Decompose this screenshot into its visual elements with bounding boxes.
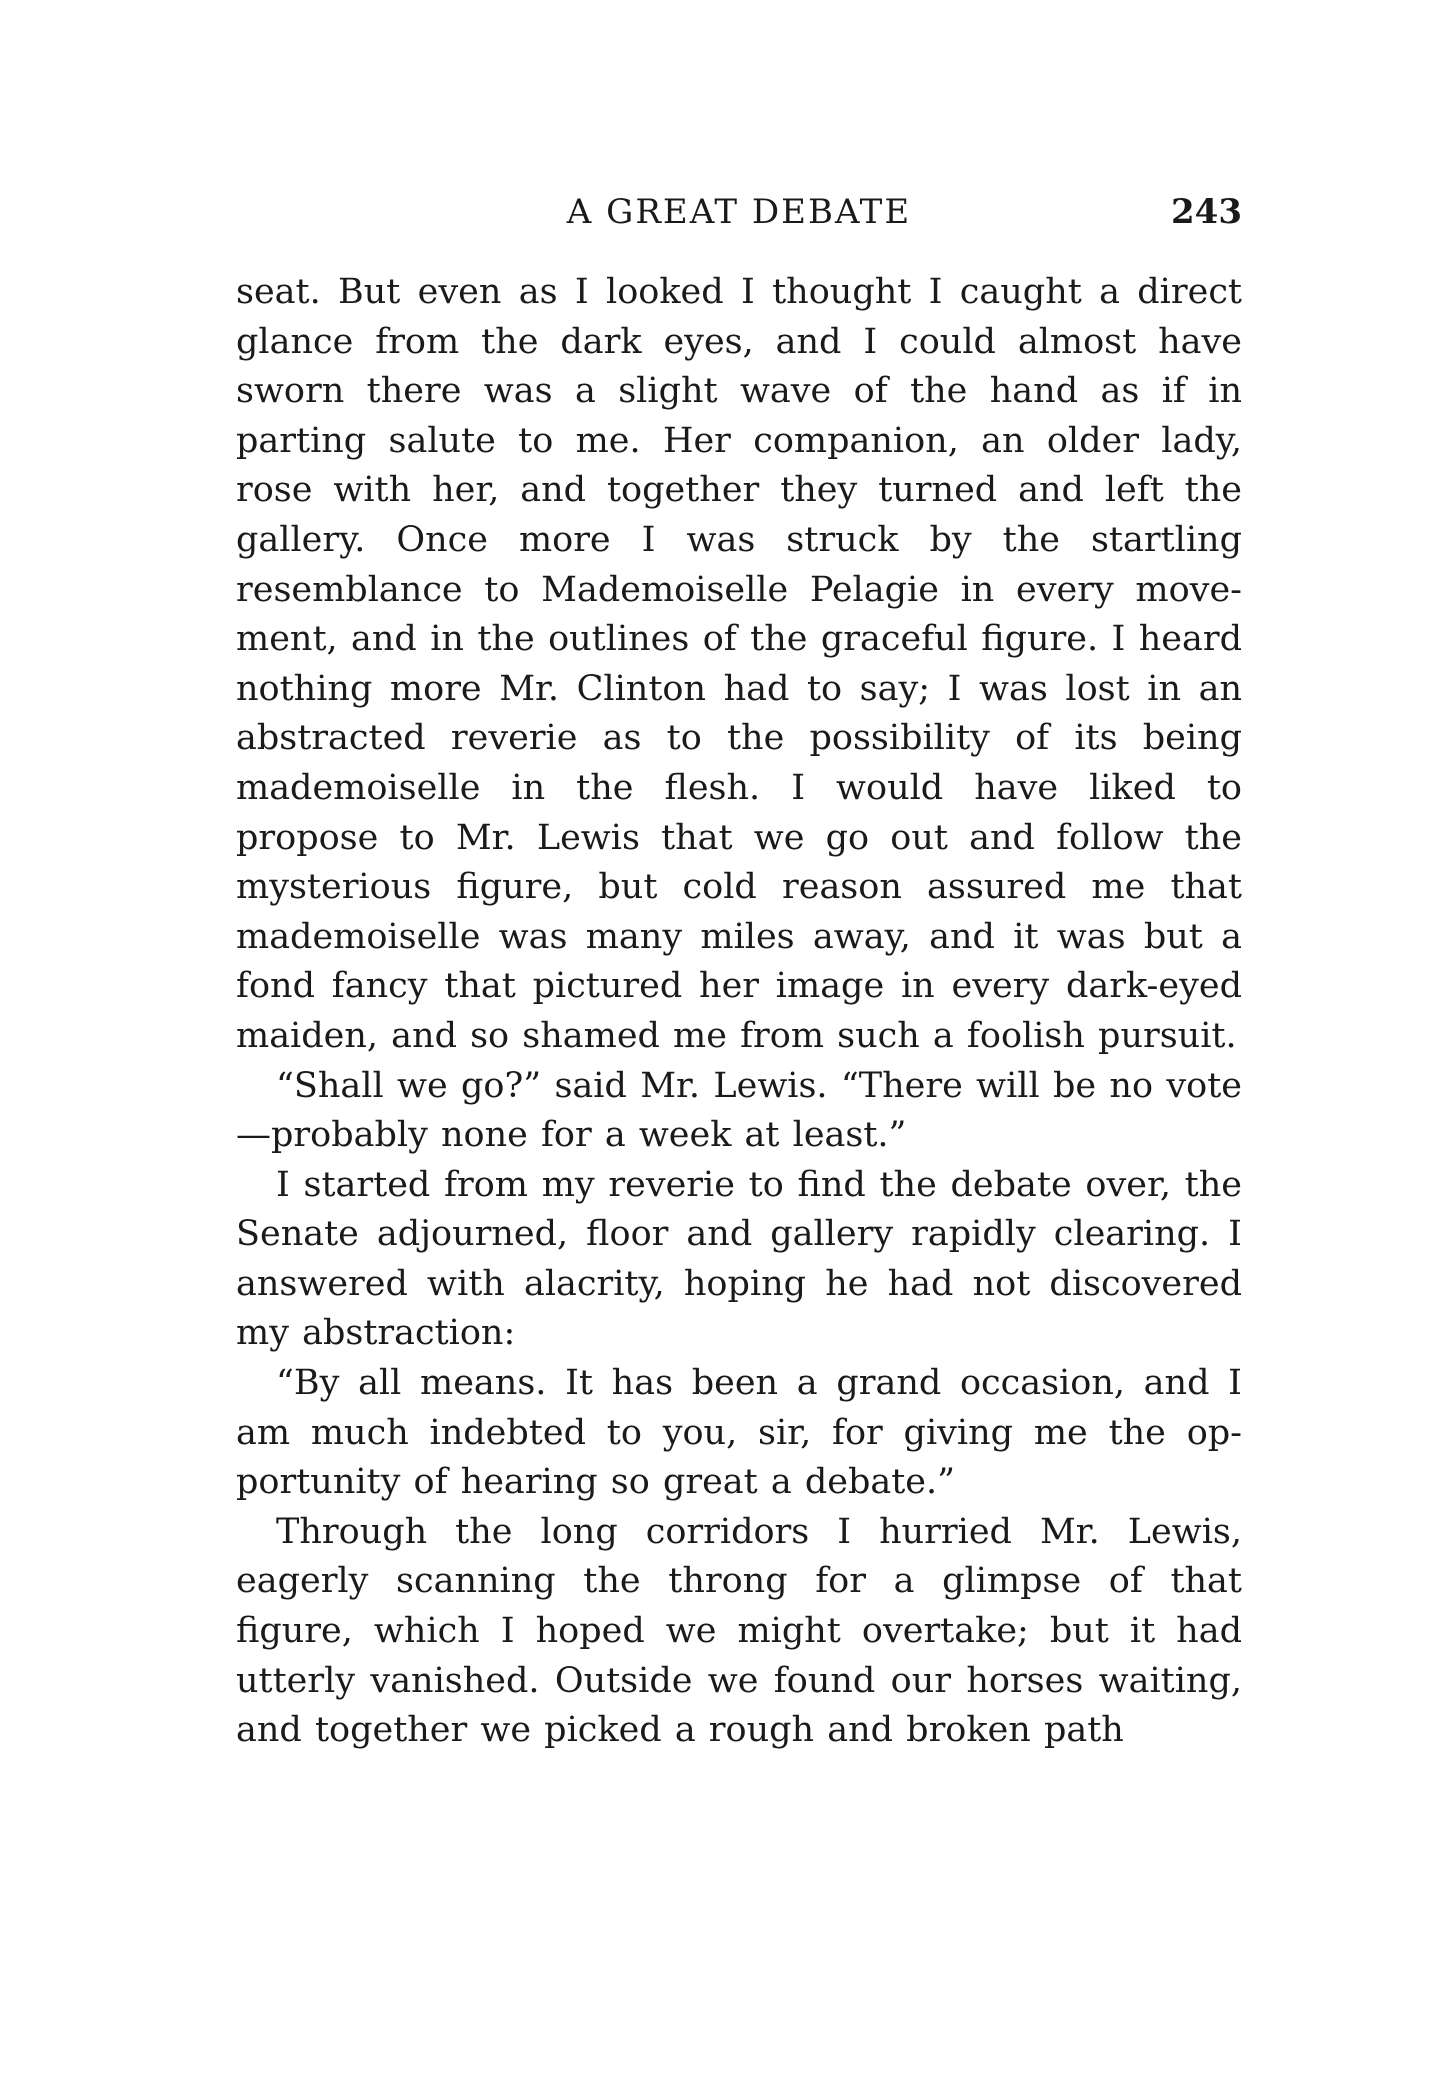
paragraph: I started from my reverie to find the debate over, the Senate adjourned, floor and gallery rapidly clearing. I answered with alacrity, hoping he had not discovered my abstraction:: [236, 1164, 1242, 1354]
paragraph: “By all means. It has been a grand occasion, and I am much indebted to you, sir, for giving me the opportunity of hearing so great a debate.”: [236, 1363, 1242, 1503]
running-head: A GREAT DEBATE: [566, 192, 912, 232]
body-text: [236, 268, 1242, 1756]
paragraph: “Shall we go?” said Mr. Lewis. “There will be no vote—probably none for a week at least.”: [236, 1065, 1242, 1156]
page-number: 243: [1171, 192, 1242, 232]
paragraph: Through the long corridors I hurried Mr. Lewis, eagerly scanning the throng for a glimpse of that figure, which I hoped we might overtake; but it had utterly vanished. Outside we found our horses waiting, and together we picked a rough and broken path: [236, 1511, 1242, 1751]
page-header: [236, 188, 1242, 236]
paragraph: seat. But even as I looked I thought I caught a direct glance from the dark eyes, and I could almost have sworn there was a slight wave of the hand as if in parting salute to me. Her companion, an older lady, rose with her, and together they turned and left the gallery. Once more I was struck by the startling resemblance to Mademoiselle Pelagie in every movement, and in the outlines of the graceful figure. I heard nothing more Mr. Clinton had to say; I was lost in an abstracted reverie as to the possibility of its being mademoiselle in the flesh. I would have liked to propose to Mr. Lewis that we go out and follow the mysterious figure, but cold reason assured me that mademoiselle was many miles away, and it was but a fond fancy that pictured her image in every dark-eyed maiden, and so shamed me from such a foolish pursuit.: [236, 272, 1242, 1056]
